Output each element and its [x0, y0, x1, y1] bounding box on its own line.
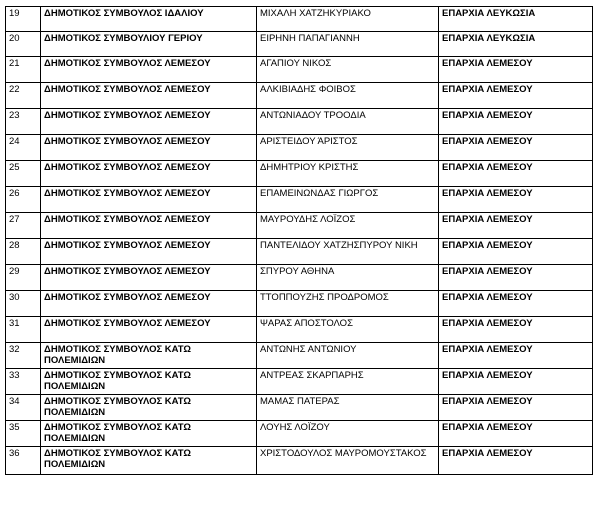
table-row	[6, 291, 593, 317]
row-number: 24	[6, 135, 41, 161]
councillor-name: ΛΟΥΗΣ ΛΟΪΖΟΥ	[257, 421, 439, 447]
row-number: 25	[6, 161, 41, 187]
council-position: ΔΗΜΟΤΙΚΟΣ ΣΥΜΒΟΥΛΟΣ ΛΕΜΕΣΟΥ	[41, 239, 257, 265]
councillor-name: ΣΠΥΡΟΥ ΑΘΗΝΑ	[257, 265, 439, 291]
row-number: 19	[6, 7, 41, 32]
row-number: 22	[6, 83, 41, 109]
table-row	[6, 265, 593, 291]
councillor-name: ΑΡΙΣΤΕΙΔΟΥ ΆΡΙΣΤΟΣ	[257, 135, 439, 161]
table-row	[6, 161, 593, 187]
table-row	[6, 57, 593, 83]
council-position: ΔΗΜΟΤΙΚΟΣ ΣΥΜΒΟΥΛΟΣ ΚΑΤΩ ΠΟΛΕΜΙΔΙΩΝ	[41, 343, 257, 369]
councillor-table-body	[6, 7, 593, 475]
district-name: ΕΠΑΡΧΙΑ ΛΕΜΕΣΟΥ	[439, 447, 593, 475]
district-name: ΕΠΑΡΧΙΑ ΛΕΜΕΣΟΥ	[439, 291, 593, 317]
district-name: ΕΠΑΡΧΙΑ ΛΕΜΕΣΟΥ	[439, 83, 593, 109]
table-row	[6, 109, 593, 135]
row-number: 26	[6, 187, 41, 213]
council-position: ΔΗΜΟΤΙΚΟΣ ΣΥΜΒΟΥΛΟΣ ΛΕΜΕΣΟΥ	[41, 317, 257, 343]
table-row	[6, 395, 593, 421]
district-name: ΕΠΑΡΧΙΑ ΛΕΜΕΣΟΥ	[439, 369, 593, 395]
row-number: 33	[6, 369, 41, 395]
councillor-name: ΕΠΑΜΕΙΝΩΝΔΑΣ ΓΙΩΡΓΟΣ	[257, 187, 439, 213]
council-position: ΔΗΜΟΤΙΚΟΣ ΣΥΜΒΟΥΛΟΣ ΛΕΜΕΣΟΥ	[41, 135, 257, 161]
table-row	[6, 83, 593, 109]
district-name: ΕΠΑΡΧΙΑ ΛΕΜΕΣΟΥ	[439, 135, 593, 161]
row-number: 20	[6, 32, 41, 57]
councillor-name: ΔΗΜΗΤΡΙΟΥ ΚΡΙΣΤΗΣ	[257, 161, 439, 187]
councillor-name: ΑΝΤΩΝΗΣ ΑΝΤΩΝΙΟΥ	[257, 343, 439, 369]
district-name: ΕΠΑΡΧΙΑ ΛΕΜΕΣΟΥ	[439, 239, 593, 265]
council-position: ΔΗΜΟΤΙΚΟΣ ΣΥΜΒΟΥΛΟΣ ΛΕΜΕΣΟΥ	[41, 187, 257, 213]
row-number: 32	[6, 343, 41, 369]
councillor-name: ΑΛΚΙΒΙΑΔΗΣ ΦΟΙΒΟΣ	[257, 83, 439, 109]
table-row	[6, 369, 593, 395]
councillor-name: ΤΤΟΠΠΟΥΖΗΣ ΠΡΟΔΡΟΜΟΣ	[257, 291, 439, 317]
table-row	[6, 317, 593, 343]
district-name: ΕΠΑΡΧΙΑ ΛΕΜΕΣΟΥ	[439, 343, 593, 369]
row-number: 23	[6, 109, 41, 135]
table-row	[6, 187, 593, 213]
councillor-name: ΨΑΡΑΣ ΑΠΟΣΤΟΛΟΣ	[257, 317, 439, 343]
district-name: ΕΠΑΡΧΙΑ ΛΕΜΕΣΟΥ	[439, 421, 593, 447]
council-position: ΔΗΜΟΤΙΚΟΣ ΣΥΜΒΟΥΛΟΣ ΙΔΑΛΙΟΥ	[41, 7, 257, 32]
council-position: ΔΗΜΟΤΙΚΟΣ ΣΥΜΒΟΥΛΟΣ ΛΕΜΕΣΟΥ	[41, 57, 257, 83]
councillor-name: ΑΝΤΡΕΑΣ ΣΚΑΡΠΑΡΗΣ	[257, 369, 439, 395]
table-row	[6, 239, 593, 265]
councillor-name: ΕΙΡΗΝΗ ΠΑΠΑΓΙΑΝΝΗ	[257, 32, 439, 57]
councillor-name: ΧΡΙΣΤΟΔΟΥΛΟΣ ΜΑΥΡΟΜΟΥΣΤΑΚΟΣ	[257, 447, 439, 475]
table-row	[6, 7, 593, 32]
row-number: 27	[6, 213, 41, 239]
councillor-name: ΑΓΑΠΙΟΥ ΝΙΚΟΣ	[257, 57, 439, 83]
councillor-name: ΠΑΝΤΕΛΙΔΟΥ ΧΑΤΖΗΣΠΥΡΟΥ ΝΙΚΗ	[257, 239, 439, 265]
row-number: 21	[6, 57, 41, 83]
row-number: 35	[6, 421, 41, 447]
district-name: ΕΠΑΡΧΙΑ ΛΕΥΚΩΣΙΑ	[439, 32, 593, 57]
district-name: ΕΠΑΡΧΙΑ ΛΕΜΕΣΟΥ	[439, 187, 593, 213]
council-position: ΔΗΜΟΤΙΚΟΣ ΣΥΜΒΟΥΛΟΣ ΚΑΤΩ ΠΟΛΕΜΙΔΙΩΝ	[41, 369, 257, 395]
row-number: 31	[6, 317, 41, 343]
council-position: ΔΗΜΟΤΙΚΟΣ ΣΥΜΒΟΥΛΟΣ ΛΕΜΕΣΟΥ	[41, 161, 257, 187]
row-number: 36	[6, 447, 41, 475]
district-name: ΕΠΑΡΧΙΑ ΛΕΜΕΣΟΥ	[439, 161, 593, 187]
district-name: ΕΠΑΡΧΙΑ ΛΕΜΕΣΟΥ	[439, 265, 593, 291]
councillor-name: ΜΑΜΑΣ ΠΑΤΕΡΑΣ	[257, 395, 439, 421]
table-row	[6, 421, 593, 447]
council-position: ΔΗΜΟΤΙΚΟΣ ΣΥΜΒΟΥΛΟΣ ΛΕΜΕΣΟΥ	[41, 213, 257, 239]
district-name: ΕΠΑΡΧΙΑ ΛΕΜΕΣΟΥ	[439, 395, 593, 421]
table-row	[6, 32, 593, 57]
district-name: ΕΠΑΡΧΙΑ ΛΕΥΚΩΣΙΑ	[439, 7, 593, 32]
council-position: ΔΗΜΟΤΙΚΟΣ ΣΥΜΒΟΥΛΟΣ ΛΕΜΕΣΟΥ	[41, 83, 257, 109]
row-number: 34	[6, 395, 41, 421]
council-position: ΔΗΜΟΤΙΚΟΣ ΣΥΜΒΟΥΛΟΣ ΚΑΤΩ ΠΟΛΕΜΙΔΙΩΝ	[41, 395, 257, 421]
council-position: ΔΗΜΟΤΙΚΟΣ ΣΥΜΒΟΥΛΟΣ ΛΕΜΕΣΟΥ	[41, 109, 257, 135]
row-number: 28	[6, 239, 41, 265]
council-position: ΔΗΜΟΤΙΚΟΣ ΣΥΜΒΟΥΛΟΣ ΛΕΜΕΣΟΥ	[41, 291, 257, 317]
council-position: ΔΗΜΟΤΙΚΟΣ ΣΥΜΒΟΥΛΙΟΥ ΓΕΡΙΟΥ	[41, 32, 257, 57]
council-position: ΔΗΜΟΤΙΚΟΣ ΣΥΜΒΟΥΛΟΣ ΚΑΤΩ ΠΟΛΕΜΙΔΙΩΝ	[41, 421, 257, 447]
table-row	[6, 135, 593, 161]
councillor-name: ΜΑΥΡΟΥΔΗΣ ΛΟΪΖΟΣ	[257, 213, 439, 239]
district-name: ΕΠΑΡΧΙΑ ΛΕΜΕΣΟΥ	[439, 109, 593, 135]
table-row	[6, 447, 593, 475]
row-number: 29	[6, 265, 41, 291]
row-number: 30	[6, 291, 41, 317]
councillor-name: ΑΝΤΩΝΙΑΔΟΥ ΤΡΟΟΔΙΑ	[257, 109, 439, 135]
table-row	[6, 343, 593, 369]
councillor-table	[5, 6, 593, 475]
councillor-name: ΜΙΧΑΛΗ ΧΑΤΖΗΚΥΡΙΑΚΟ	[257, 7, 439, 32]
council-position: ΔΗΜΟΤΙΚΟΣ ΣΥΜΒΟΥΛΟΣ ΛΕΜΕΣΟΥ	[41, 265, 257, 291]
district-name: ΕΠΑΡΧΙΑ ΛΕΜΕΣΟΥ	[439, 57, 593, 83]
table-row	[6, 213, 593, 239]
district-name: ΕΠΑΡΧΙΑ ΛΕΜΕΣΟΥ	[439, 317, 593, 343]
district-name: ΕΠΑΡΧΙΑ ΛΕΜΕΣΟΥ	[439, 213, 593, 239]
council-position: ΔΗΜΟΤΙΚΟΣ ΣΥΜΒΟΥΛΟΣ ΚΑΤΩ ΠΟΛΕΜΙΔΙΩΝ	[41, 447, 257, 475]
